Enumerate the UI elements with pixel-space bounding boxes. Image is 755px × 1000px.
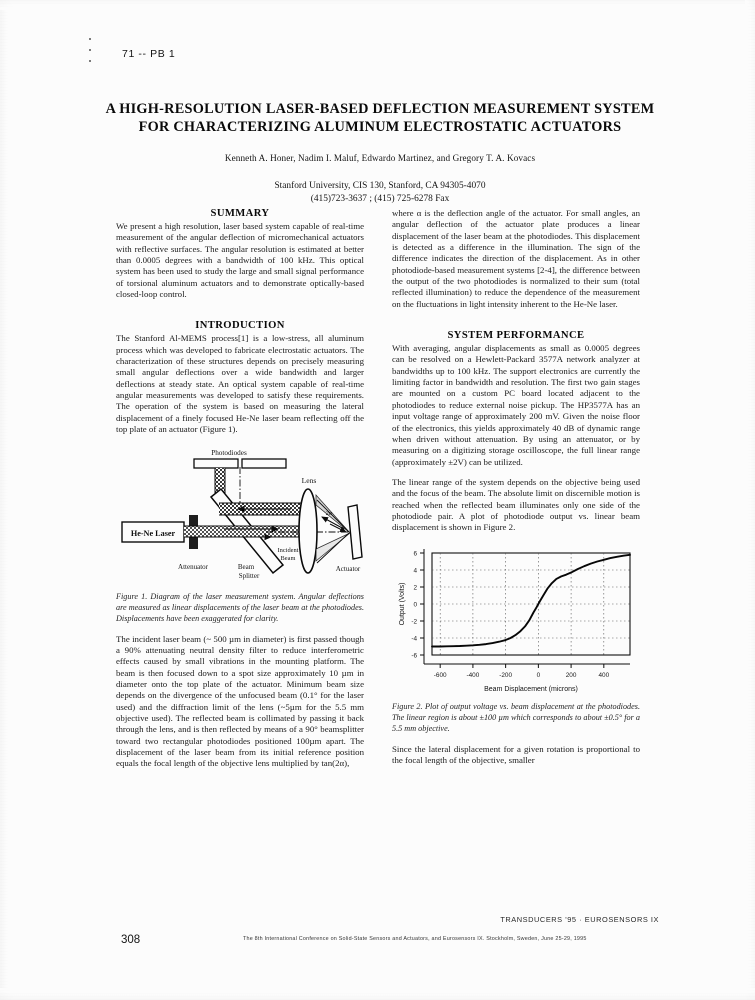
chart-y-axis-label: Output (Volts) [399,582,406,625]
paragraph-linear-range: The linear range of the system depends on the objective being used and the focus of the beam. The absolute limit on discernible motion is reached when the reflected beam illuminates only one side of the photodiode pair. A plot of photodiode output vs. linear beam displacement is shown in Figure 2. [392,476,640,533]
scan-edge-top [0,0,755,10]
scan-edge-bottom [0,988,755,1000]
figure1-photodiode-left [194,459,238,468]
chart-x-tick-label: -400 [466,671,480,679]
chart-x-tick-label: 200 [565,671,577,679]
heading-system-performance: SYSTEM PERFORMANCE [447,330,585,342]
paragraph-system-performance: With averaging, angular displacements as small as 0.0005 degrees can be resolved on a Hewlett-Packard 3577A network analyzer at bandwidths up to 100 kHz. The support electronics are currently the limiting factor in bandwidth and resolution. The first two gain stages are mounted on a custom PC board located adjacent to the photodiodes to reduce external noise pickup. The HP3577A has an input voltage range of approximately 200 mV. Given the noise floor of the electronics, this yields approximately 40 dB of dynamic range when driven without attenuation. By using an attenuator, or by measuring on a digitizing storage oscilloscope, the full linear range (approximately ±2V) can be utilized. [392,343,640,467]
figure1-label-angle: 2α [325,509,333,517]
paper-title-line-2: FOR CHARACTERIZING ALUMINUM ELECTROSTATIC ACTUATORS [138,119,622,135]
figure1-actuator [348,505,362,559]
figure1-lens [299,489,317,573]
figure-1-diagram [116,445,364,585]
session-code: 71 -- PB 1 [122,48,176,60]
chart-x-tick-label: 0 [536,671,541,679]
figure1-label-incident-1: Incident [277,546,299,554]
chart-y-tick-label: -2 [411,617,417,625]
figure1-label-beamsplitter-2: Splitter [238,571,260,580]
figure1-label-photodiodes: Photodiodes [211,448,247,457]
figure-2-chart [392,543,640,695]
page-number: 308 [121,934,141,946]
figure1-label-lens: Lens [301,475,317,485]
chart-x-tick-label: -600 [433,671,447,679]
figure1-photodiode-right [242,459,286,468]
affiliation-address: Stanford University, CIS 130, Stanford, CA 94305-4070 [274,181,486,191]
title-block [100,100,660,206]
author-list: Kenneth A. Honer, Nadim I. Maluf, Edwardo Martinez, and Gregory T. A. Kovacs [224,153,536,163]
chart-y-tick-label: 0 [413,600,417,608]
figure-2-caption: Figure 2. Plot of output voltage vs. beam displacement at the photodiodes. The linear region is about ±100 µm which corresponds to about ±0.5° for a 5.5 mm objective. [392,701,640,733]
chart-y-tick-label: 6 [413,549,417,557]
figure1-label-actuator: Actuator [335,564,361,573]
chart-x-tick-label: -200 [499,671,513,679]
chart-y-tick-label: -6 [411,651,417,659]
chart-y-tick-label: 2 [413,583,417,591]
figure1-label-laser: He-Ne Laser [130,528,176,538]
chart-y-tick-label: 4 [413,566,417,574]
paragraph-summary: We present a high resolution, laser based system capable of real-time measurement of the angular deflection of micromechanical actuators with reflective surfaces. The angular resolution is estimated at better than 0.0005 degrees with a bandwidth of 100 kHz. This optical system has been used to study the large and small signal performance of torsional aluminum actuators and to demonstrate optically-based closed-loop control. [116,221,364,300]
paper-title-line-1: A HIGH-RESOLUTION LASER-BASED DEFLECTION MEASUREMENT SYSTEM [105,101,655,117]
chart-x-axis-label: Beam Displacement (microns) [484,685,578,693]
paragraph-after-figure-2: Since the lateral displacement for a given rotation is proportional to the focal length of the objective, smaller [392,743,640,765]
chart-y-tick-label: -4 [411,634,417,642]
paragraph-deflection-angle: where α is the deflection angle of the actuator. For small angles, an angular deflection of the actuator plate produces a linear displacement of the laser beam at the photodiodes. This displacement is detected as a difference in the illumination. The sign of the difference indicates the direction of the displacement. As in other photodiode-based measurement systems [2-4], the difference between the output of the two photodiodes is normalized to their sum (total reflected illumination) to reduce the dependence of the measurement on the fluctuations in light intensity inherent to the He-Ne laser. [392,208,640,309]
affiliation-phone: (415)723-3637 ; (415) 725-6278 Fax [310,194,450,204]
column-right [392,208,640,775]
column-left [116,208,364,779]
scan-artifact-marks [89,38,92,72]
chart-x-tick-label: 400 [598,671,610,679]
heading-summary: SUMMARY [210,208,270,219]
figure1-label-incident-2: Beam [280,554,296,562]
scan-edge-left [0,0,14,1000]
heading-introduction: INTRODUCTION [195,320,285,332]
scan-edge-right [745,0,755,1000]
figure1-label-beamsplitter-1: Beam [237,562,255,571]
conference-name: TRANSDUCERS '95 · EUROSENSORS IX [500,915,659,924]
paragraph-after-figure-1: The incident laser beam (~ 500 µm in diameter) is first passed though a 90% attenuating neutral density filter to reduce interferometric effects caused by small vibrations in the mounting platform. The beam is then focused down to a spot size approximately 10 µm in diameter onto the top plate of the actuator. Minimum beam size depends on the divergence of the unfocused beam (0.1° for the laser used) and the diffraction limit of the lens (~5µm for the 5.5 mm objective used). The reflected beam is collimated by passing it back through the lens, and is then reflected by means of a 90° beamsplitter toward two rectangular photodiodes positioned 100µm apart. The displacement of the laser beam from its initial reference position equals the focal length of the objective lens multiplied by tan(2α), [116,633,364,769]
figure1-label-attenuator: Attenuator [178,562,208,571]
figure1-incident-beam [184,526,308,537]
conference-full-line: The 8th International Conference on Solid-State Sensors and Actuators, and Eurosensors IX. Stockholm, Sweden, June 25-29, 1995 [243,936,587,942]
figure-1-caption: Figure 1. Diagram of the laser measurement system. Angular deflections are measured as linear displacements of the laser beam at the photodiodes. Displacements have been exaggerated for clarity. [116,591,364,623]
paragraph-introduction: The Stanford Al-MEMS process[1] is a low-stress, all aluminum process which was developed to fabricate electrostatic actuators. The characterization of these structures depends on precisely measuring small angular deflections over a wide bandwidth and larger deflections at steady state. An optical system capable of real-time angular measurements was developed to satisfy these requirements. The operation of the system is based on measuring the lateral displacement of a finely focused He-Ne laser beam reflecting off the top plate of an actuator (Figure 1). [116,333,364,435]
